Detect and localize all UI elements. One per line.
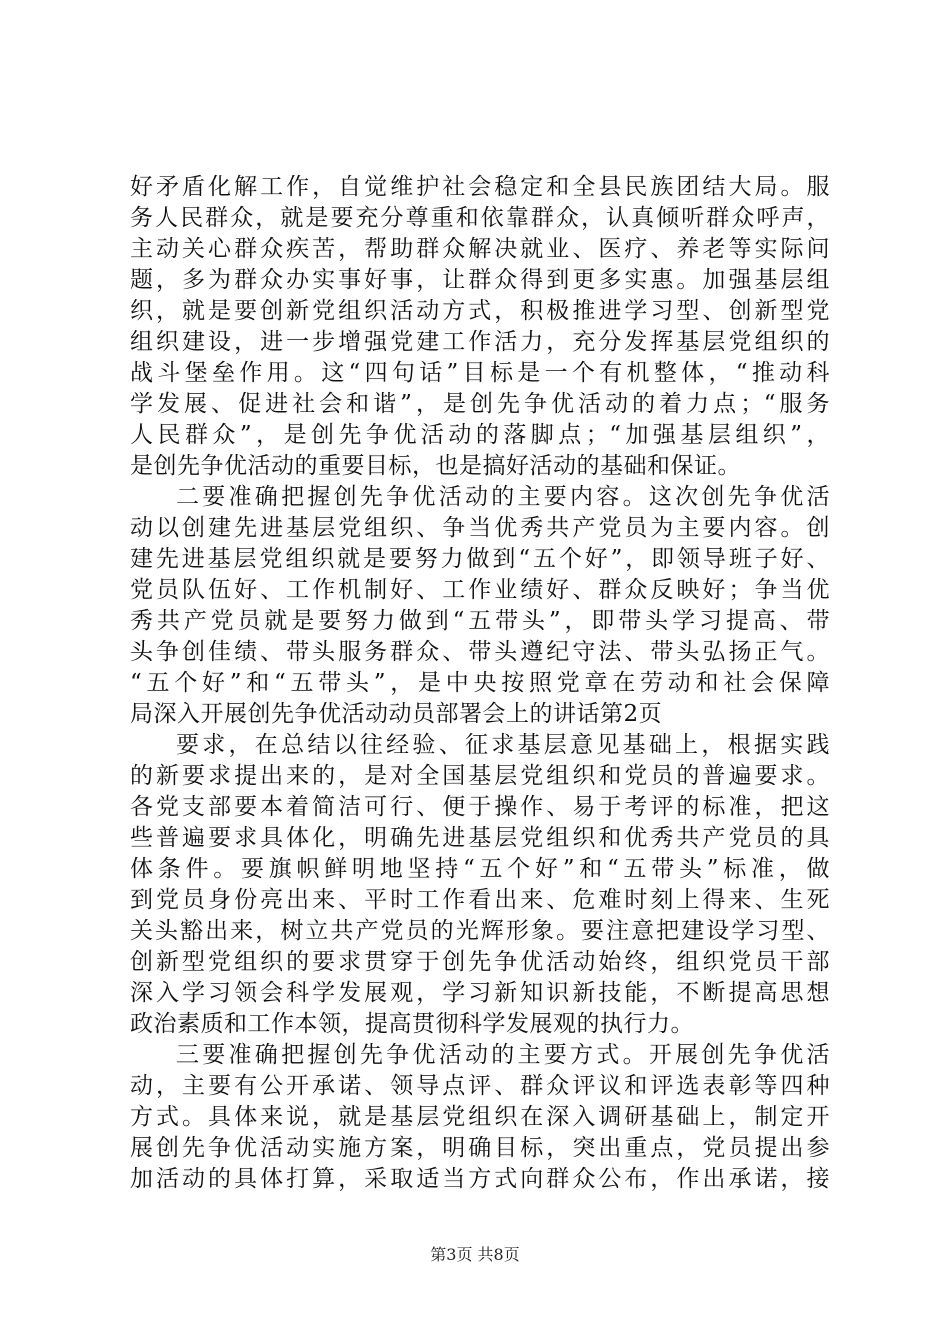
- text-line: 战斗堡垒作用。这“四句话”目标是一个有机整体，“推动科: [130, 360, 830, 386]
- body-text: [130, 172, 830, 1195]
- text-line: 展创先争优活动实施方案，明确目标，突出重点，党员提出参: [130, 1135, 830, 1161]
- text-line: 体条件。要旗帜鲜明地坚持“五个好”和“五带头”标准，做: [130, 856, 830, 882]
- text-line: 动以创建先进基层党组织、争当优秀共产党员为主要内容。创: [130, 515, 830, 541]
- text-line: 务人民群众，就是要充分尊重和依靠群众，认真倾听群众呼声，: [130, 205, 830, 231]
- text-line: 加活动的具体打算，采取适当方式向群众公布，作出承诺，接: [130, 1166, 830, 1192]
- text-line: 政治素质和工作本领，提高贯彻科学发展观的执行力。: [130, 1011, 694, 1037]
- text-line: 织，就是要创新党组织活动方式，积极推进学习型、创新型党: [130, 298, 830, 324]
- text-line: 动，主要有公开承诺、领导点评、群众评议和评选表彰等四种: [130, 1073, 830, 1099]
- text-line: 秀共产党员就是要努力做到“五带头”，即带头学习提高、带: [130, 608, 830, 634]
- text-line: 局深入开展创先争优活动动员部署会上的讲话第2页: [130, 701, 663, 727]
- text-line: 的新要求提出来的，是对全国基层党组织和党员的普遍要求。: [130, 763, 830, 789]
- text-line: 是创先争优活动的重要目标，也是搞好活动的基础和保证。: [130, 453, 741, 479]
- text-line: 些普遍要求具体化，明确先进基层党组织和优秀共产党员的具: [130, 825, 830, 851]
- page-footer: 第3页 共8页: [430, 1245, 520, 1264]
- text-line: 二要准确把握创先争优活动的主要内容。这次创先争优活: [176, 484, 830, 510]
- text-line: 各党支部要本着简洁可行、便于操作、易于考评的标准，把这: [130, 794, 830, 820]
- text-line: 创新型党组织的要求贯穿于创先争优活动始终，组织党员干部: [130, 949, 830, 975]
- text-line: 主动关心群众疾苦，帮助群众解决就业、医疗、养老等实际问: [130, 236, 830, 262]
- text-line: 方式。具体来说，就是基层党组织在深入调研基础上，制定开: [130, 1104, 830, 1130]
- text-line: 三要准确把握创先争优活动的主要方式。开展创先争优活: [176, 1042, 830, 1068]
- text-line: 深入学习领会科学发展观，学习新知识新技能，不断提高思想: [130, 980, 830, 1006]
- text-line: 关头豁出来，树立共产党员的光辉形象。要注意把建设学习型、: [130, 918, 830, 944]
- text-line: 好矛盾化解工作，自觉维护社会稳定和全县民族团结大局。服: [130, 174, 830, 200]
- text-line: 要求，在总结以往经验、征求基层意见基础上，根据实践: [176, 732, 830, 758]
- text-line: 到党员身份亮出来、平时工作看出来、危难时刻上得来、生死: [130, 887, 830, 913]
- text-line: 题，多为群众办实事好事，让群众得到更多实惠。加强基层组: [130, 267, 830, 293]
- text-line: 学发展、促进社会和谐”，是创先争优活动的着力点；“服务: [130, 391, 830, 417]
- text-line: 党员队伍好、工作机制好、工作业绩好、群众反映好；争当优: [130, 577, 830, 603]
- text-line: 组织建设，进一步增强党建工作活力，充分发挥基层党组织的: [130, 329, 830, 355]
- text-line: 头争创佳绩、带头服务群众、带头遵纪守法、带头弘扬正气。: [130, 639, 830, 665]
- text-line: 建先进基层党组织就是要努力做到“五个好”，即领导班子好、: [130, 546, 830, 572]
- text-line: “五个好”和“五带头”，是中央按照党章在劳动和社会保障: [130, 670, 830, 696]
- text-line: 人民群众”，是创先争优活动的落脚点；“加强基层组织”，: [130, 422, 830, 448]
